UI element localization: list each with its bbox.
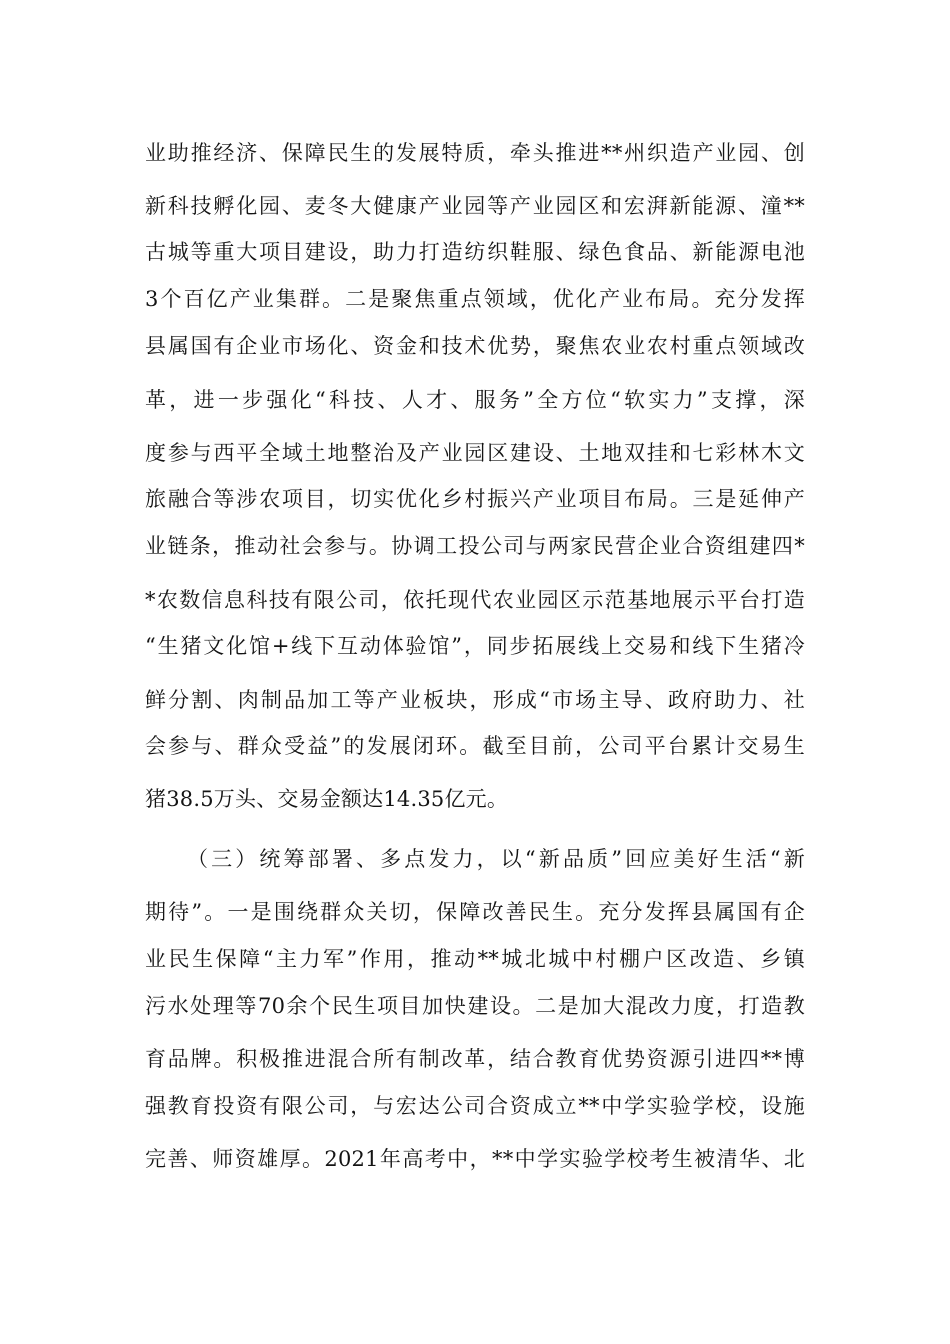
text-line: 期待”。一是围绕群众关切，保障改善民生。充分发挥县属国有企 — [145, 900, 805, 924]
text-line: 污水处理等70余个民生项目加快建设。二是加大混改力度，打造教 — [145, 994, 805, 1018]
text-line: 完善、师资雄厚。2021年高考中，**中学实验学校考生被清华、北 — [145, 1147, 805, 1171]
text-line: 强教育投资有限公司，与宏达公司合资成立**中学实验学校，设施 — [145, 1094, 805, 1118]
text-line: 度参与西平全域土地整治及产业园区建设、土地双挂和七彩林木文 — [145, 441, 805, 465]
text-line: 3个百亿产业集群。二是聚焦重点领域，优化产业布局。充分发挥 — [145, 287, 805, 311]
text-line: 业民生保障“主力军”作用，推动**城北城中村棚户区改造、乡镇 — [145, 947, 805, 971]
text-line: “生猪文化馆+线下互动体验馆”，同步拓展线上交易和线下生猪冷 — [145, 634, 805, 658]
text-line: 会参与、群众受益”的发展闭环。截至目前，公司平台累计交易生 — [145, 734, 805, 758]
text-line: 古城等重大项目建设，助力打造纺织鞋服、绿色食品、新能源电池 — [145, 240, 805, 264]
text-line: 县属国有企业市场化、资金和技术优势，聚焦农业农村重点领域改 — [145, 334, 805, 358]
text-line: 旅融合等涉农项目，切实优化乡村振兴产业项目布局。三是延伸产 — [145, 487, 805, 511]
text-line: 业助推经济、保障民生的发展特质，牵头推进**州织造产业园、创 — [145, 141, 805, 165]
text-line: 业链条，推动社会参与。协调工投公司与两家民营企业合资组建四* — [145, 534, 805, 558]
text-line: 猪38.5万头、交易金额达14.35亿元。 — [145, 787, 509, 811]
section-heading-line: （三）统筹部署、多点发力，以“新品质”回应美好生活“新 — [187, 847, 805, 871]
text-line: *农数信息科技有限公司，依托现代农业园区示范基地展示平台打造 — [145, 588, 805, 612]
text-line: 鲜分割、肉制品加工等产业板块，形成“市场主导、政府助力、社 — [145, 688, 805, 712]
text-line: 革，进一步强化“科技、人才、服务”全方位“软实力”支撑，深 — [145, 388, 805, 412]
text-line: 育品牌。积极推进混合所有制改革，结合教育优势资源引进四**博 — [145, 1047, 805, 1071]
text-line: 新科技孵化园、麦冬大健康产业园等产业园区和宏湃新能源、潼** — [145, 194, 805, 218]
